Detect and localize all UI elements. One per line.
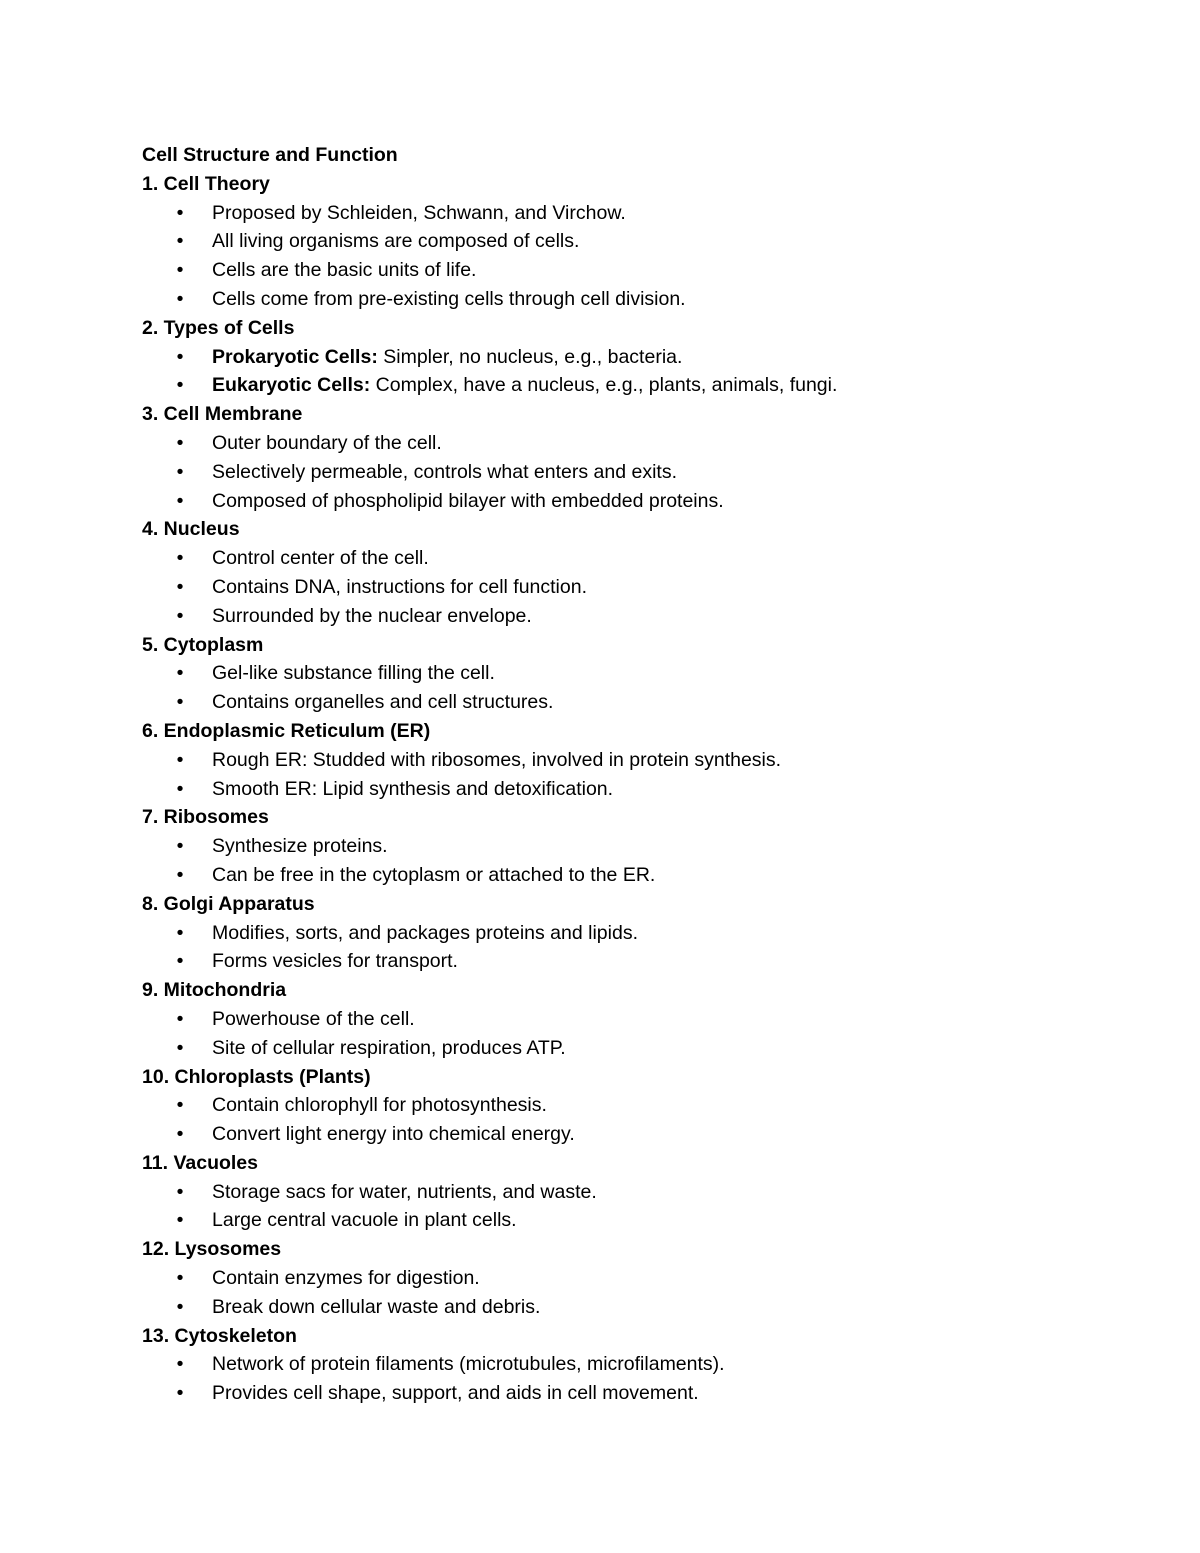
bullet-item xyxy=(142,285,1142,314)
bullet-icon: • xyxy=(176,547,184,570)
bullet-item xyxy=(142,861,1142,890)
bullet-text: Convert light energy into chemical energy. xyxy=(212,1123,575,1146)
bullet-text: Simpler, no nucleus, e.g., bacteria. xyxy=(377,345,683,368)
bullet-text: Contains organelles and cell structures. xyxy=(212,691,554,714)
section-heading: 13. Cytoskeleton xyxy=(142,1324,297,1347)
bullet-text: Contain enzymes for digestion. xyxy=(212,1267,480,1290)
bullet-term: Eukaryotic Cells: xyxy=(212,374,371,397)
bullet-item xyxy=(142,573,1142,602)
bullet-icon: • xyxy=(176,950,184,973)
bullet-item xyxy=(142,371,1142,400)
bullet-icon: • xyxy=(176,345,184,368)
bullet-icon: • xyxy=(176,230,184,253)
bullet-text: Outer boundary of the cell. xyxy=(212,431,442,454)
bullet-item xyxy=(142,487,1142,516)
bullet-item xyxy=(142,256,1142,285)
bullet-item xyxy=(142,1379,1142,1408)
bullet-text: Forms vesicles for transport. xyxy=(212,950,458,973)
bullet-icon: • xyxy=(176,1180,184,1203)
bullet-item xyxy=(142,1120,1142,1149)
bullet-item xyxy=(142,775,1142,804)
section-heading: 8. Golgi Apparatus xyxy=(142,892,315,915)
section-heading: 6. Endoplasmic Reticulum (ER) xyxy=(142,719,431,742)
bullet-icon: • xyxy=(176,835,184,858)
bullet-icon: • xyxy=(176,1007,184,1030)
bullet-icon: • xyxy=(176,1267,184,1290)
bullet-item xyxy=(142,544,1142,573)
document-title: Cell Structure and Function xyxy=(142,144,398,166)
bullet-text: Gel-like substance filling the cell. xyxy=(212,662,495,685)
section-heading: 2. Types of Cells xyxy=(142,316,295,339)
section-heading: 10. Chloroplasts (Plants) xyxy=(142,1065,371,1088)
bullet-icon: • xyxy=(176,489,184,512)
section-heading: 7. Ribosomes xyxy=(142,806,269,829)
bullet-icon: • xyxy=(176,575,184,598)
bullet-item xyxy=(142,227,1142,256)
bullet-item xyxy=(142,429,1142,458)
bullet-icon: • xyxy=(176,259,184,282)
bullet-text: Proposed by Schleiden, Schwann, and Virchow. xyxy=(212,201,626,224)
bullet-text: Storage sacs for water, nutrients, and waste. xyxy=(212,1180,597,1203)
bullet-icon: • xyxy=(176,863,184,886)
bullet-item xyxy=(142,1350,1142,1379)
bullet-text: Contain chlorophyll for photosynthesis. xyxy=(212,1094,547,1117)
bullet-item xyxy=(142,1178,1142,1207)
bullet-text: Smooth ER: Lipid synthesis and detoxification. xyxy=(212,777,614,800)
bullet-item xyxy=(142,947,1142,976)
bullet-item xyxy=(142,1091,1142,1120)
bullet-item xyxy=(142,1293,1142,1322)
bullet-icon: • xyxy=(176,460,184,483)
bullet-icon: • xyxy=(176,691,184,714)
bullet-item xyxy=(142,746,1142,775)
bullet-item xyxy=(142,1264,1142,1293)
bullet-icon: • xyxy=(176,1094,184,1117)
bullet-text: Break down cellular waste and debris. xyxy=(212,1295,541,1318)
section-heading: 9. Mitochondria xyxy=(142,979,287,1002)
bullet-icon: • xyxy=(176,604,184,627)
bullet-icon: • xyxy=(176,1036,184,1059)
bullet-icon: • xyxy=(176,1382,184,1405)
section-heading: 5. Cytoplasm xyxy=(142,633,264,656)
bullet-term: Prokaryotic Cells: xyxy=(212,345,378,368)
document-body xyxy=(142,170,1142,1408)
bullet-icon: • xyxy=(176,1353,184,1376)
bullet-text: Powerhouse of the cell. xyxy=(212,1007,415,1030)
section-heading: 4. Nucleus xyxy=(142,518,240,541)
bullet-text: Control center of the cell. xyxy=(212,547,429,570)
bullet-text: Synthesize proteins. xyxy=(212,835,388,858)
bullet-icon: • xyxy=(176,921,184,944)
bullet-icon: • xyxy=(176,287,184,310)
bullet-text: Site of cellular respiration, produces ATP. xyxy=(212,1036,566,1059)
bullet-item xyxy=(142,458,1142,487)
bullet-text: Network of protein filaments (microtubules, microfilaments). xyxy=(212,1353,725,1376)
section-heading: 3. Cell Membrane xyxy=(142,403,303,426)
bullet-icon: • xyxy=(176,777,184,800)
bullet-item xyxy=(142,1034,1142,1063)
bullet-text: Surrounded by the nuclear envelope. xyxy=(212,604,532,627)
bullet-item xyxy=(142,343,1142,372)
bullet-text: Provides cell shape, support, and aids in cell movement. xyxy=(212,1382,699,1405)
bullet-text: Large central vacuole in plant cells. xyxy=(212,1209,517,1232)
bullet-icon: • xyxy=(176,662,184,685)
bullet-item xyxy=(142,1206,1142,1235)
bullet-icon: • xyxy=(176,748,184,771)
bullet-icon: • xyxy=(176,1209,184,1232)
bullet-text: Cells come from pre-existing cells through cell division. xyxy=(212,287,686,310)
bullet-item xyxy=(142,919,1142,948)
bullet-text: Modifies, sorts, and packages proteins and lipids. xyxy=(212,921,638,944)
bullet-text: Can be free in the cytoplasm or attached to the ER. xyxy=(212,863,656,886)
bullet-item xyxy=(142,1005,1142,1034)
section-heading: 11. Vacuoles xyxy=(142,1151,259,1174)
bullet-item xyxy=(142,688,1142,717)
bullet-text: Contains DNA, instructions for cell function. xyxy=(212,575,587,598)
bullet-text: Composed of phospholipid bilayer with embedded proteins. xyxy=(212,489,724,512)
bullet-icon: • xyxy=(176,1295,184,1318)
bullet-text: Selectively permeable, controls what enters and exits. xyxy=(212,460,677,483)
bullet-icon: • xyxy=(176,201,184,224)
bullet-text: Complex, have a nucleus, e.g., plants, animals, fungi. xyxy=(370,374,838,397)
bullet-item xyxy=(142,659,1142,688)
bullet-icon: • xyxy=(176,1123,184,1146)
section-heading: 1. Cell Theory xyxy=(142,172,270,195)
bullet-text: Rough ER: Studded with ribosomes, involved in protein synthesis. xyxy=(212,748,782,771)
bullet-item xyxy=(142,199,1142,228)
bullet-item xyxy=(142,602,1142,631)
bullet-text: All living organisms are composed of cells. xyxy=(212,230,580,253)
bullet-item xyxy=(142,832,1142,861)
bullet-icon: • xyxy=(176,431,184,454)
bullet-text: Cells are the basic units of life. xyxy=(212,259,477,282)
bullet-icon: • xyxy=(176,374,184,397)
section-heading: 12. Lysosomes xyxy=(142,1238,282,1261)
document-page xyxy=(142,141,1142,1408)
